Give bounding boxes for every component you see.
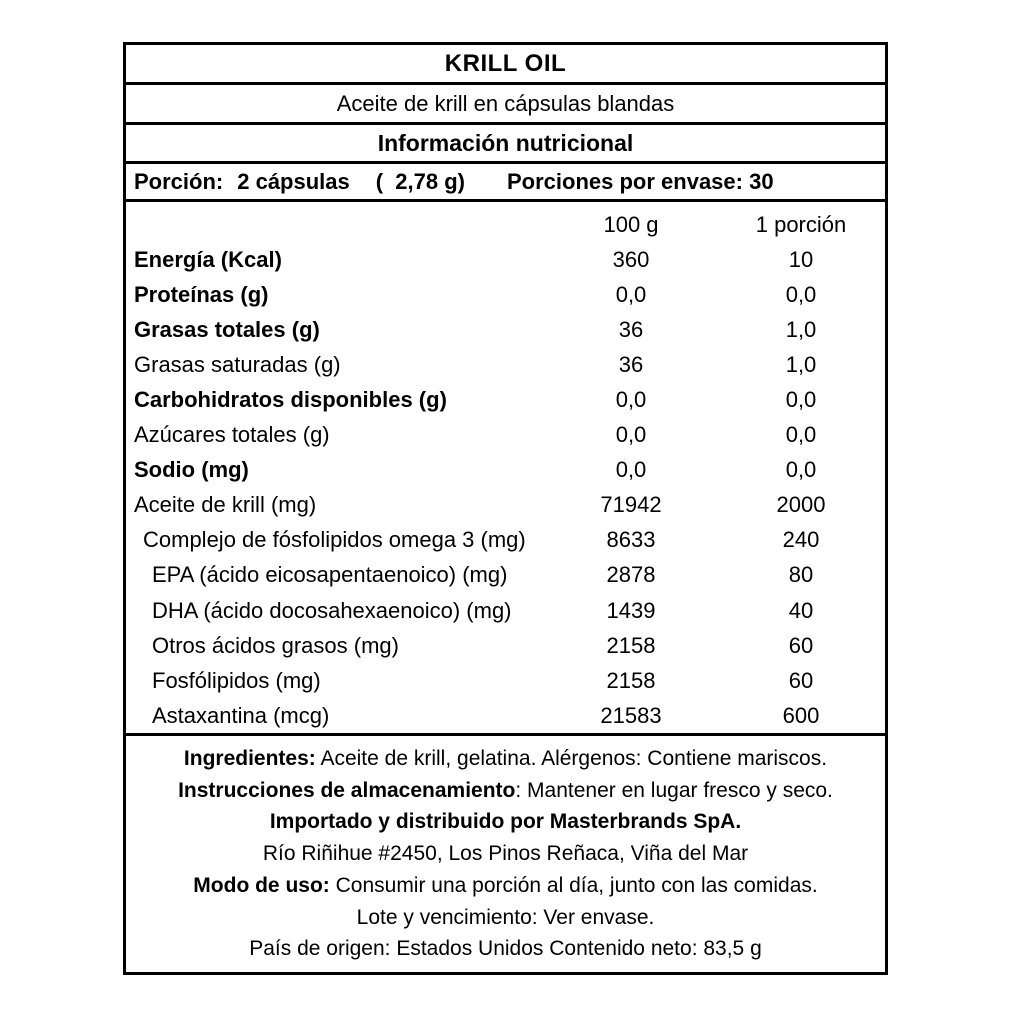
value-per-100g: 36	[618, 316, 644, 342]
value-per-100g: 0,0	[615, 457, 647, 483]
nutrient-label: Grasas saturadas (g)	[134, 351, 341, 377]
table-row	[126, 382, 885, 417]
usage-line	[193, 874, 817, 898]
nutrition-label	[123, 42, 888, 975]
value-per-100g: 0,0	[615, 387, 647, 413]
value-per-portion: 0,0	[785, 422, 817, 448]
serving-row	[126, 164, 885, 202]
nutrient-label: DHA (ácido docosahexaenoico) (mg)	[152, 597, 512, 623]
address-text: Río Riñihue #2450, Los Pinos Reñaca, Viña del Mar	[262, 842, 749, 866]
table-row	[126, 347, 885, 382]
value-per-100g: 360	[612, 246, 650, 272]
origin-line	[249, 937, 762, 961]
nutrient-label: Aceite de krill (mg)	[134, 492, 317, 518]
nutrient-label: Otros ácidos grasos (mg)	[152, 632, 399, 658]
value-per-portion: 240	[782, 527, 820, 553]
address-line	[263, 842, 748, 866]
value-per-portion: 2000	[776, 492, 826, 518]
label-footer	[126, 736, 885, 972]
value-per-portion: 10	[788, 246, 814, 272]
table-header-row	[126, 207, 885, 242]
usage-heading: Modo de uso:	[193, 873, 330, 897]
table-row	[126, 312, 885, 347]
table-row	[126, 698, 885, 733]
table-row	[126, 593, 885, 628]
lot-text: Lote y vencimiento: Ver envase.	[356, 905, 655, 929]
importer-text: Importado y distribuido por Masterbrands SpA.	[269, 810, 742, 834]
ingredients-heading: Ingredientes:	[183, 747, 316, 771]
value-per-100g: 1439	[606, 597, 656, 623]
nutrient-label: Astaxantina (mcg)	[152, 702, 330, 728]
table-row	[126, 277, 885, 312]
value-per-100g: 0,0	[615, 281, 647, 307]
nutrient-label: Carbohidratos disponibles (g)	[134, 387, 447, 413]
table-row	[126, 628, 885, 663]
value-per-100g: 21583	[600, 702, 662, 728]
value-per-portion: 0,0	[785, 387, 817, 413]
nutrient-label: Azúcares totales (g)	[134, 422, 330, 448]
value-per-portion: 60	[788, 632, 814, 658]
value-per-100g: 71942	[600, 492, 662, 518]
value-per-portion: 60	[788, 667, 814, 693]
value-per-100g: 2878	[606, 562, 656, 588]
value-per-portion: 0,0	[785, 281, 817, 307]
nutrient-label: Proteínas (g)	[134, 281, 269, 307]
column-header-100g: 100 g	[603, 211, 659, 237]
storage-line	[178, 779, 833, 803]
value-per-portion: 600	[782, 702, 820, 728]
nutrient-label: Energía (Kcal)	[134, 246, 282, 272]
table-row	[126, 488, 885, 523]
value-per-100g: 2158	[606, 667, 656, 693]
nutrient-label: Fosfólipidos (mg)	[152, 667, 321, 693]
value-per-100g: 8633	[606, 527, 656, 553]
importer-line	[270, 810, 741, 834]
serving-amount: 2 cápsulas	[237, 168, 350, 194]
table-row	[126, 558, 885, 593]
nutrient-label: Sodio (mg)	[134, 457, 249, 483]
nutrition-table	[126, 202, 885, 736]
value-per-portion: 1,0	[785, 316, 817, 342]
product-subtitle: Aceite de krill en cápsulas blandas	[126, 85, 885, 125]
servings-per-container: Porciones por envase: 30	[507, 168, 774, 194]
serving-label: Porción:	[134, 168, 224, 194]
storage-heading: Instrucciones de almacenamiento	[178, 778, 516, 802]
nutrient-label: Complejo de fósfolipidos omega 3 (mg)	[143, 527, 526, 553]
storage-text: : Mantener en lugar fresco y seco.	[515, 778, 833, 802]
product-title: KRILL OIL	[126, 45, 885, 85]
value-per-portion: 80	[788, 562, 814, 588]
value-per-portion: 1,0	[785, 351, 817, 377]
lot-line	[357, 906, 655, 930]
section-title-nutrition: Información nutricional	[126, 125, 885, 164]
table-row	[126, 418, 885, 453]
table-row	[126, 523, 885, 558]
value-per-100g: 2158	[606, 632, 656, 658]
nutrient-label: Grasas totales (g)	[134, 316, 320, 342]
nutrient-label: EPA (ácido eicosapentaenoico) (mg)	[152, 562, 508, 588]
ingredients-text: Aceite de krill, gelatina. Alérgenos: Contiene mariscos.	[315, 747, 828, 771]
value-per-portion: 0,0	[785, 457, 817, 483]
value-per-100g: 36	[618, 351, 644, 377]
usage-text: Consumir una porción al día, junto con las comidas.	[329, 873, 818, 897]
ingredients-line	[184, 747, 827, 771]
column-header-portion: 1 porción	[755, 211, 847, 237]
value-per-100g: 0,0	[615, 422, 647, 448]
serving-weight: ( 2,78 g)	[375, 168, 465, 194]
table-row	[126, 242, 885, 277]
value-per-portion: 40	[788, 597, 814, 623]
table-row	[126, 663, 885, 698]
origin-text: País de origen: Estados Unidos Contenido neto: 83,5 g	[249, 937, 762, 961]
table-row	[126, 453, 885, 488]
